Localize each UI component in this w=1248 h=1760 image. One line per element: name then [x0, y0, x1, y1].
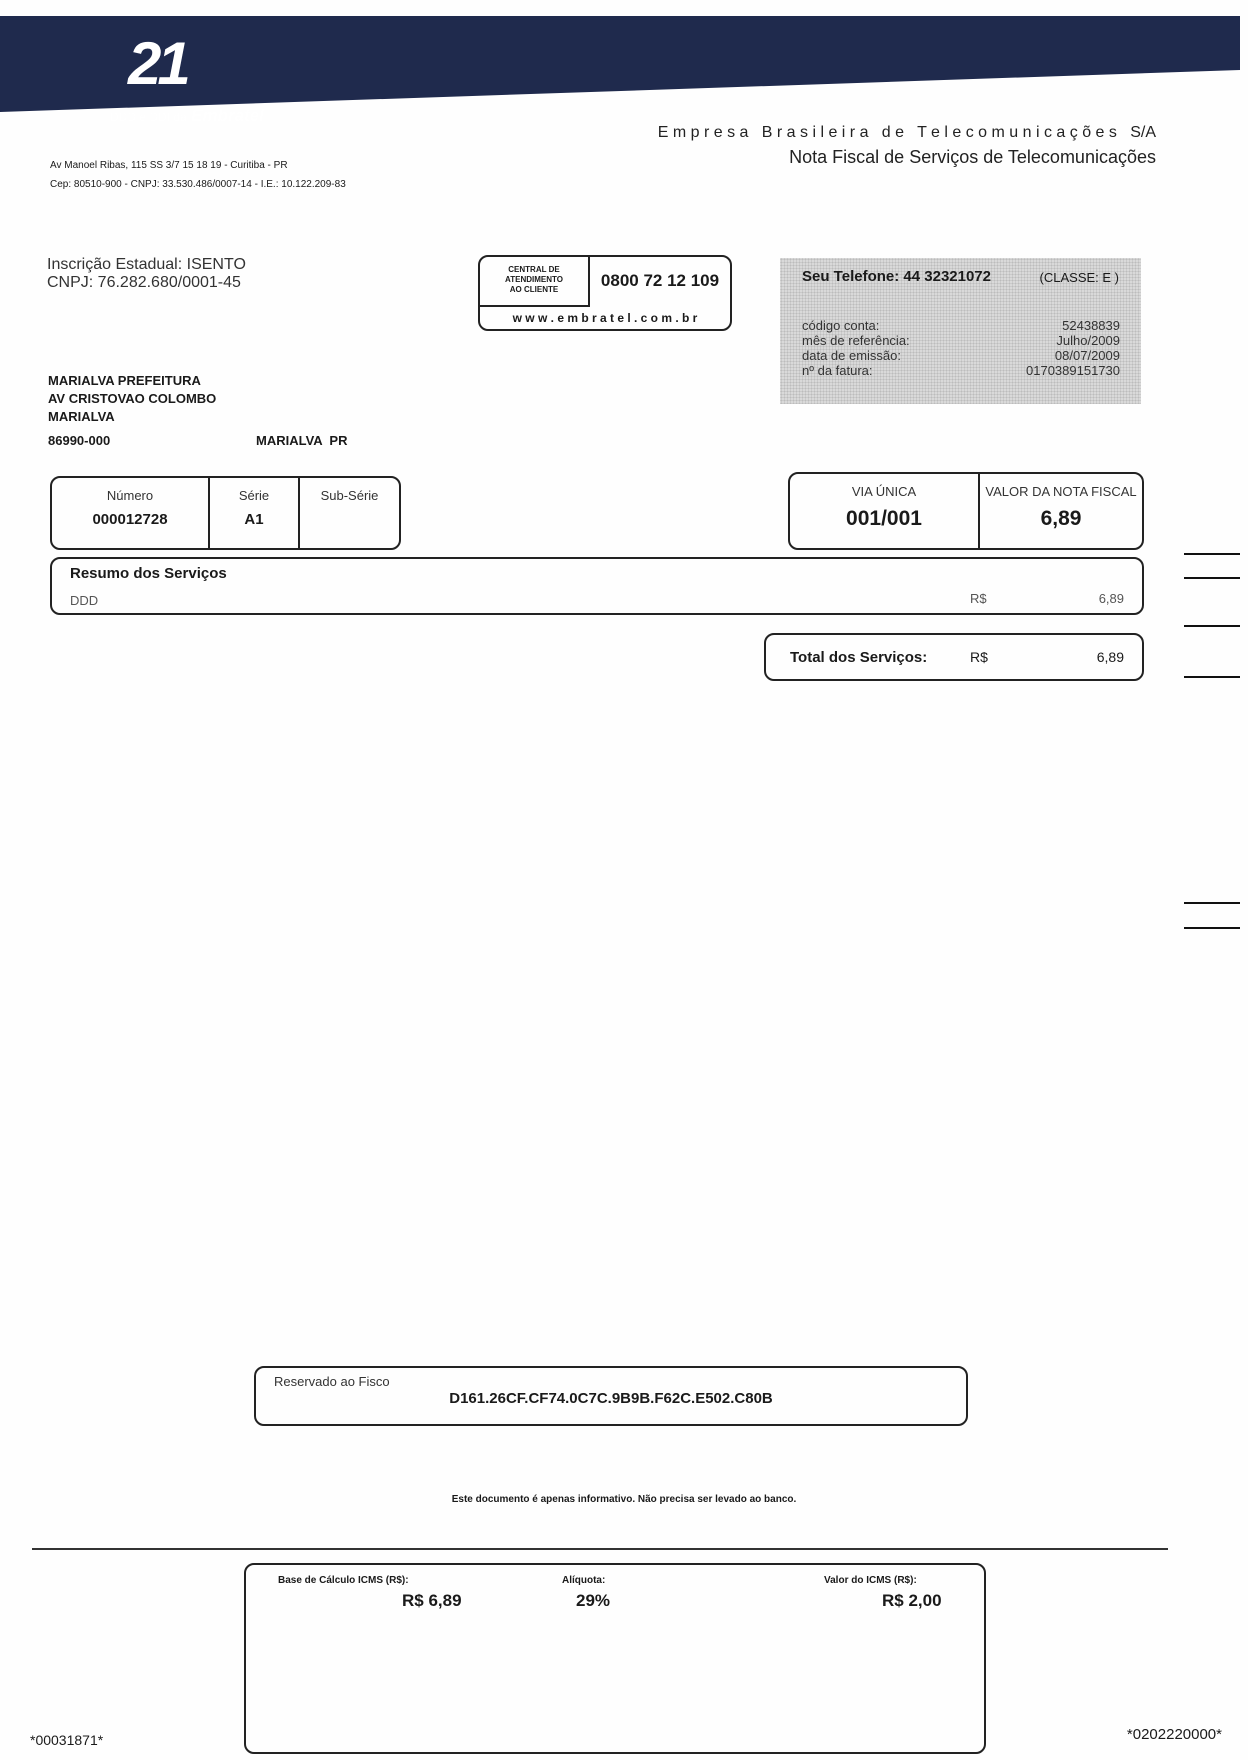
footer-left-code: *00031871*: [30, 1732, 104, 1748]
edge-mark: [1184, 577, 1240, 579]
fisco-box: [254, 1366, 968, 1426]
fisco-code: D161.26CF.CF74.0C7C.9B9B.F62C.E502.C80B: [449, 1390, 773, 1407]
icms-base-label: Base de Cálculo ICMS (R$):: [278, 1575, 409, 1586]
recipient-line1: MARIALVA PREFEITURA: [48, 373, 201, 388]
icms-base-value: R$ 6,89: [402, 1591, 462, 1610]
numero-label: Número: [106, 488, 154, 503]
edge-mark: [1184, 927, 1240, 929]
account-class: (CLASSE: E ): [1039, 270, 1119, 285]
edge-mark: [1184, 902, 1240, 904]
summary-title: Resumo dos Serviços: [70, 565, 227, 582]
services-total-box: [764, 633, 1144, 681]
icms-aliquota-label: Alíquota:: [562, 1575, 606, 1586]
total-label: Total dos Serviços:: [790, 649, 928, 666]
support-phone: 0800 72 12 109: [600, 271, 720, 290]
valor-value: 6,89: [1040, 507, 1082, 530]
icms-valor-value: R$ 2,00: [882, 1591, 942, 1610]
customer-cnpj: CNPJ: 76.282.680/0001-45: [47, 274, 241, 291]
recipient-address: [48, 372, 216, 426]
company-address-line1: Av Manoel Ribas, 115 SS 3/7 15 18 19 - Curitiba - PR: [50, 160, 288, 171]
recipient-line3: MARIALVA: [48, 409, 115, 424]
recipient-line2: AV CRISTOVAO COLOMBO: [48, 391, 217, 406]
account-phone: Seu Telefone: 44 32321072: [802, 268, 991, 285]
informative-notice: Este documento é apenas informativo. Não precisa ser levado ao banco.: [451, 1494, 797, 1505]
serie-label: Série: [238, 488, 270, 503]
via-value: 001/001: [846, 507, 922, 530]
support-label: CENTRAL DE ATENDIMENTO AO CLIENTE: [480, 257, 590, 307]
recipient-cep: 86990-000: [48, 433, 111, 448]
numero-value: 000012728: [92, 511, 168, 528]
icms-valor-label: Valor do ICMS (R$):: [824, 1575, 917, 1586]
icms-box: [244, 1563, 986, 1754]
icms-aliquota-value: 29%: [576, 1591, 611, 1610]
inscricao-estadual: Inscrição Estadual: ISENTO: [47, 256, 246, 273]
account-row: nº da fatura: 0170389151730: [802, 363, 1120, 378]
recipient-city-state: MARIALVA PR: [256, 433, 348, 448]
document-title: Nota Fiscal de Serviços de Telecomunicações: [789, 147, 1156, 167]
logo-tagline: DDD e DDI da: [110, 110, 187, 124]
serie-value: A1: [244, 511, 264, 528]
embratel-logo: [110, 30, 310, 125]
total-value: 6,89: [1096, 649, 1124, 665]
divider: [32, 1548, 1168, 1550]
valor-label: VALOR DA NOTA FISCAL: [985, 484, 1137, 499]
invoice-value-box: [788, 472, 1144, 550]
logo-number: 21: [128, 30, 187, 97]
account-info-panel: [780, 258, 1141, 404]
support-box: [478, 255, 732, 331]
account-row: código conta: 52438839: [802, 318, 1120, 333]
invoice-number-box: [50, 476, 401, 550]
company-name: E m p r e s a B r a s i l e i r a d e T e l e c o m u n i c a ç õ e s S/A: [657, 124, 1156, 141]
total-currency: R$: [970, 649, 988, 665]
edge-mark: [1184, 676, 1240, 678]
company-address-line2: Cep: 80510-900 - CNPJ: 33.530.486/0007-14 - I.E.: 10.122.209-83: [50, 179, 346, 190]
edge-mark: [1184, 625, 1240, 627]
footer-right-code: *0202220000*: [1126, 1726, 1222, 1743]
summary-item-currency: R$: [970, 591, 987, 606]
subserie-label: Sub-Série: [320, 488, 379, 503]
fisco-label: Reservado ao Fisco: [274, 1374, 390, 1389]
services-summary-box: [50, 557, 1144, 615]
edge-mark: [1184, 553, 1240, 555]
logo-brand: Embratel: [191, 106, 264, 125]
summary-item-name: DDD: [70, 593, 99, 608]
summary-item-value: 6,89: [1098, 591, 1124, 606]
account-row: mês de referência: Julho/2009: [802, 333, 1120, 348]
account-row: data de emissão: 08/07/2009: [802, 348, 1120, 363]
via-label: VIA ÚNICA: [851, 484, 917, 499]
support-website[interactable]: w w w . e m b r a t e l . c o m . b r: [512, 311, 698, 325]
